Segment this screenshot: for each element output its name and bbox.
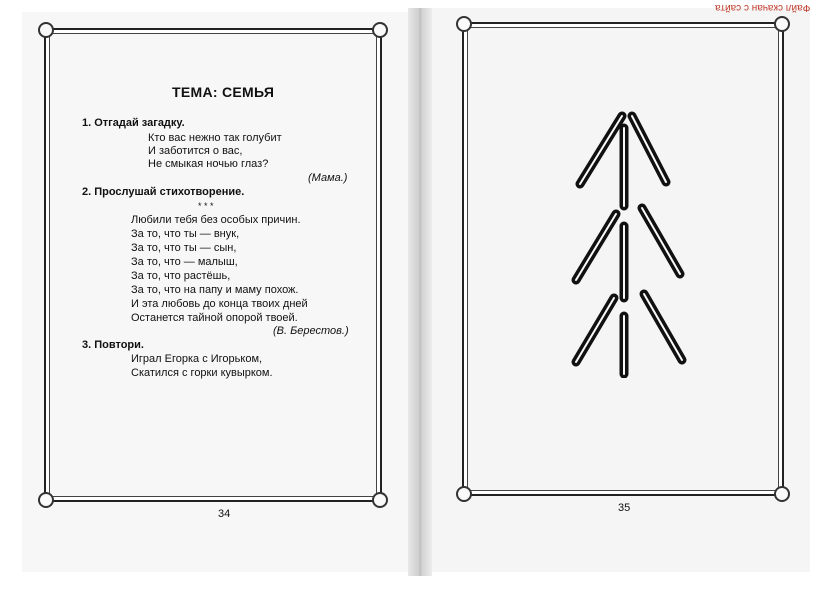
frame-corner-ornament: [372, 492, 388, 508]
riddle-line: Не смыкая ночью глаз?: [148, 158, 269, 170]
poem-line: Останется тайной опорой твоей.: [131, 312, 298, 324]
section-heading-repeat: 3. Повтори.: [82, 339, 144, 351]
frame-corner-ornament: [456, 16, 472, 32]
tongue-twister-line: Скатился с горки кувырком.: [131, 367, 273, 379]
tongue-twister-line: Играл Егорка с Игорьком,: [131, 353, 263, 365]
poem-line: За то, что — малыш,: [131, 256, 238, 268]
poem-line: Любили тебя без особых причин.: [131, 214, 301, 226]
poem-line: За то, что на папу и маму похож.: [131, 284, 299, 296]
poem-line: И эта любовь до конца твоих дней: [131, 298, 308, 310]
book-gutter: [408, 8, 432, 576]
riddle-line: И заботится о вас,: [148, 145, 243, 157]
poem-stars: * * *: [198, 201, 214, 211]
section-heading-poem: 2. Прослушай стихотворение.: [82, 186, 245, 198]
section-heading-riddle: 1. Отгадай загадку.: [82, 117, 185, 129]
page-number-right: 35: [618, 502, 631, 514]
riddle-answer: (Мама.): [308, 172, 348, 184]
frame-corner-ornament: [38, 492, 54, 508]
frame-corner-ornament: [372, 22, 388, 38]
frame-corner-ornament: [456, 486, 472, 502]
poem-line: За то, что растёшь,: [131, 270, 231, 282]
frame-corner-ornament: [38, 22, 54, 38]
page-title: ТЕМА: СЕМЬЯ: [172, 84, 275, 100]
poem-line: За то, что ты — сын,: [131, 242, 237, 254]
stick-tree-figure: [560, 98, 700, 378]
top-note: Файл скачан с сайта: [714, 2, 810, 13]
page-number-left: 34: [218, 508, 231, 520]
riddle-line: Кто вас нежно так голубит: [148, 132, 282, 144]
poem-author: (В. Берестов.): [273, 325, 349, 337]
frame-corner-ornament: [774, 16, 790, 32]
poem-line: За то, что ты — внук,: [131, 228, 240, 240]
frame-corner-ornament: [774, 486, 790, 502]
